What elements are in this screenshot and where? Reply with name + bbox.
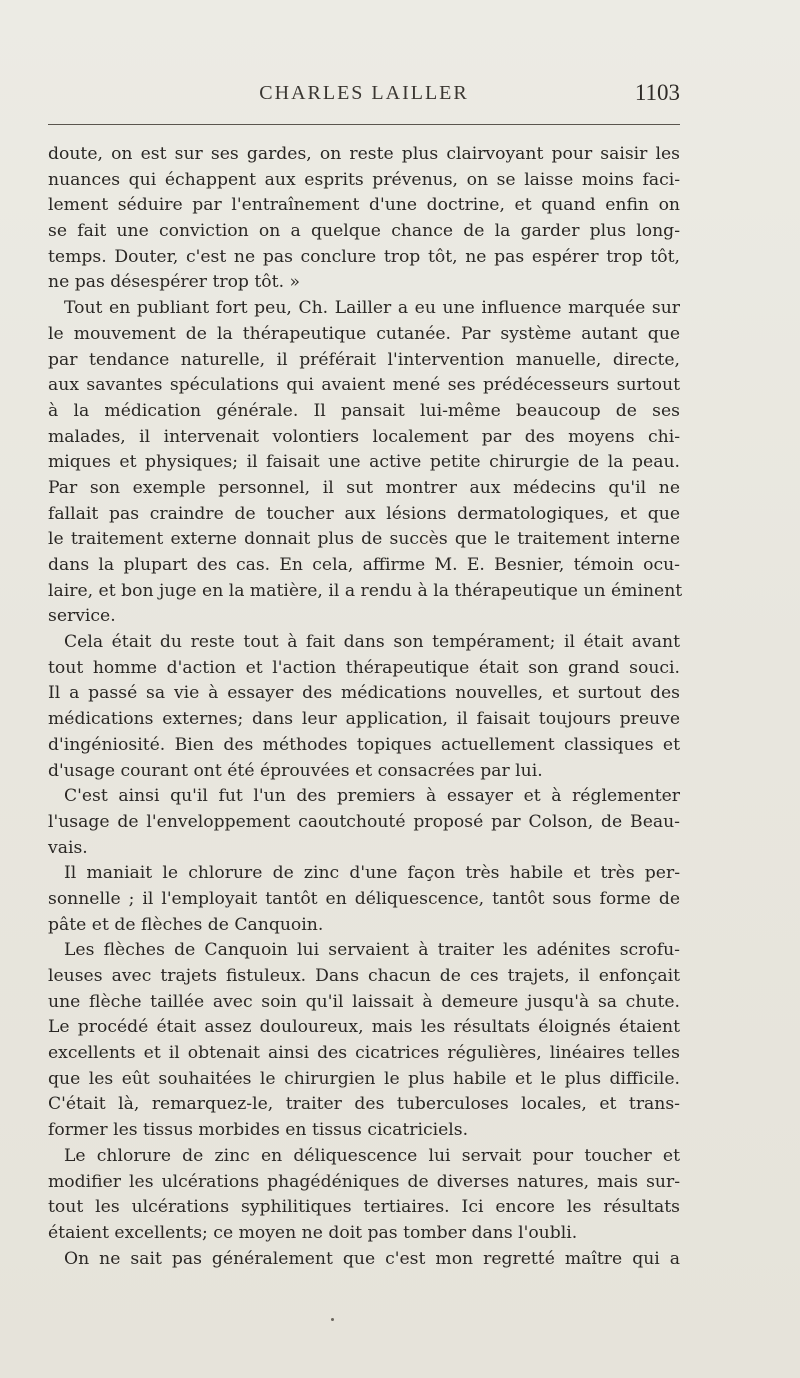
text-line: d'usage courant ont été éprouvées et consacrées par lui.	[48, 760, 543, 781]
running-title: CHARLES LAILLER	[259, 82, 469, 104]
ink-dot	[331, 1318, 334, 1321]
page-number: 1103	[634, 80, 680, 105]
text-line: modifier les ulcérations phagédéniques de diverses natures, mais sur-	[48, 1171, 680, 1192]
text-line: C'est ainsi qu'il fut l'un des premiers à essayer et à réglementer	[64, 786, 680, 807]
text-line: à la médication générale. Il pansait lui-même beaucoup de ses	[48, 400, 680, 421]
text-line: service.	[48, 606, 116, 627]
text-line: sonnelle ; il l'employait tantôt en déliquescence, tantôt sous forme de	[48, 888, 680, 909]
text-line: malades, il intervenait volontiers localement par des moyens chi-	[48, 426, 680, 447]
text-line: Il a passé sa vie à essayer des médications nouvelles, et surtout des	[48, 683, 680, 704]
text-line: d'ingéniosité. Bien des méthodes topiques actuellement classiques et	[48, 734, 680, 755]
text-line: dans la plupart des cas. En cela, affirme M. E. Besnier, témoin ocu-	[48, 555, 680, 575]
text-line: Il maniait le chlorure de zinc d'une façon très habile et très per-	[64, 863, 680, 884]
text-line: le mouvement de la thérapeutique cutanée. Par système autant que	[48, 323, 680, 344]
text-line: Les flèches de Canquoin lui servaient à traiter les adénites scrofu-	[64, 940, 680, 961]
text-line: le traitement externe donnait plus de succès que le traitement interne	[48, 529, 680, 550]
text-line: une flèche taillée avec soin qu'il laissait à demeure jusqu'à sa chute.	[48, 991, 680, 1012]
text-line: pâte et de flèches de Canquoin.	[48, 914, 324, 935]
text-line: leuses avec trajets fistuleux. Dans chacun de ces trajets, il enfonçait	[48, 966, 680, 986]
text-line: Le chlorure de zinc en déliquescence lui servait pour toucher et	[64, 1145, 680, 1166]
text-line: lement séduire par l'entraînement d'une doctrine, et quand enfin on	[48, 195, 680, 216]
text-line: médications externes; dans leur application, il faisait toujours preuve	[48, 709, 680, 730]
text-line: l'usage de l'enveloppement caoutchouté proposé par Colson, de Beau-	[48, 811, 680, 832]
text-line: laire, et bon juge en la matière, il a rendu à la thérapeutique un éminent	[48, 580, 683, 601]
text-line: temps. Douter, c'est ne pas conclure trop tôt, ne pas espérer trop tôt,	[48, 246, 680, 267]
running-head	[48, 82, 680, 112]
text-line: Le procédé était assez douloureux, mais les résultats éloignés étaient	[48, 1017, 680, 1038]
text-line: se fait une conviction on a quelque chance de la garder plus long-	[48, 221, 680, 242]
text-line: étaient excellents; ce moyen ne doit pas tomber dans l'oubli.	[48, 1222, 578, 1243]
text-line: miques et physiques; il faisait une active petite chirurgie de la peau.	[48, 452, 680, 473]
text-line: vais.	[48, 837, 88, 858]
text-line: ne pas désespérer trop tôt. »	[48, 272, 301, 293]
text-line: Tout en publiant fort peu, Ch. Lailler a eu une influence marquée sur	[64, 298, 680, 319]
text-line: Par son exemple personnel, il sut montrer aux médecins qu'il ne	[48, 477, 680, 498]
text-line: que les eût souhaitées le chirurgien le plus habile et le plus difficile.	[48, 1068, 680, 1089]
header-rule	[48, 124, 680, 125]
text-line: C'était là, remarquez-le, traiter des tuberculoses locales, et trans-	[48, 1094, 680, 1115]
text-line: excellents et il obtenait ainsi des cicatrices régulières, linéaires telles	[48, 1043, 680, 1064]
text-line: former les tissus morbides en tissus cicatriciels.	[48, 1120, 469, 1141]
text-line: aux savantes spéculations qui avaient mené ses prédécesseurs surtout	[48, 375, 680, 396]
body-text	[48, 142, 683, 1272]
text-line: fallait pas craindre de toucher aux lésions dermatologiques, et que	[48, 503, 680, 524]
text-line: tout homme d'action et l'action thérapeutique était son grand souci.	[48, 657, 680, 678]
text-line: tout les ulcérations syphilitiques tertiaires. Ici encore les résultats	[48, 1197, 680, 1218]
text-line: Cela était du reste tout à fait dans son tempérament; il était avant	[64, 632, 680, 653]
text-line: nuances qui échappent aux esprits prévenus, on se laisse moins faci-	[48, 169, 680, 190]
text-line: doute, on est sur ses gardes, on reste plus clairvoyant pour saisir les	[48, 144, 680, 164]
text-line: par tendance naturelle, il préférait l'intervention manuelle, directe,	[48, 349, 680, 370]
text-line: On ne sait pas généralement que c'est mon regretté maître qui a	[64, 1248, 680, 1269]
